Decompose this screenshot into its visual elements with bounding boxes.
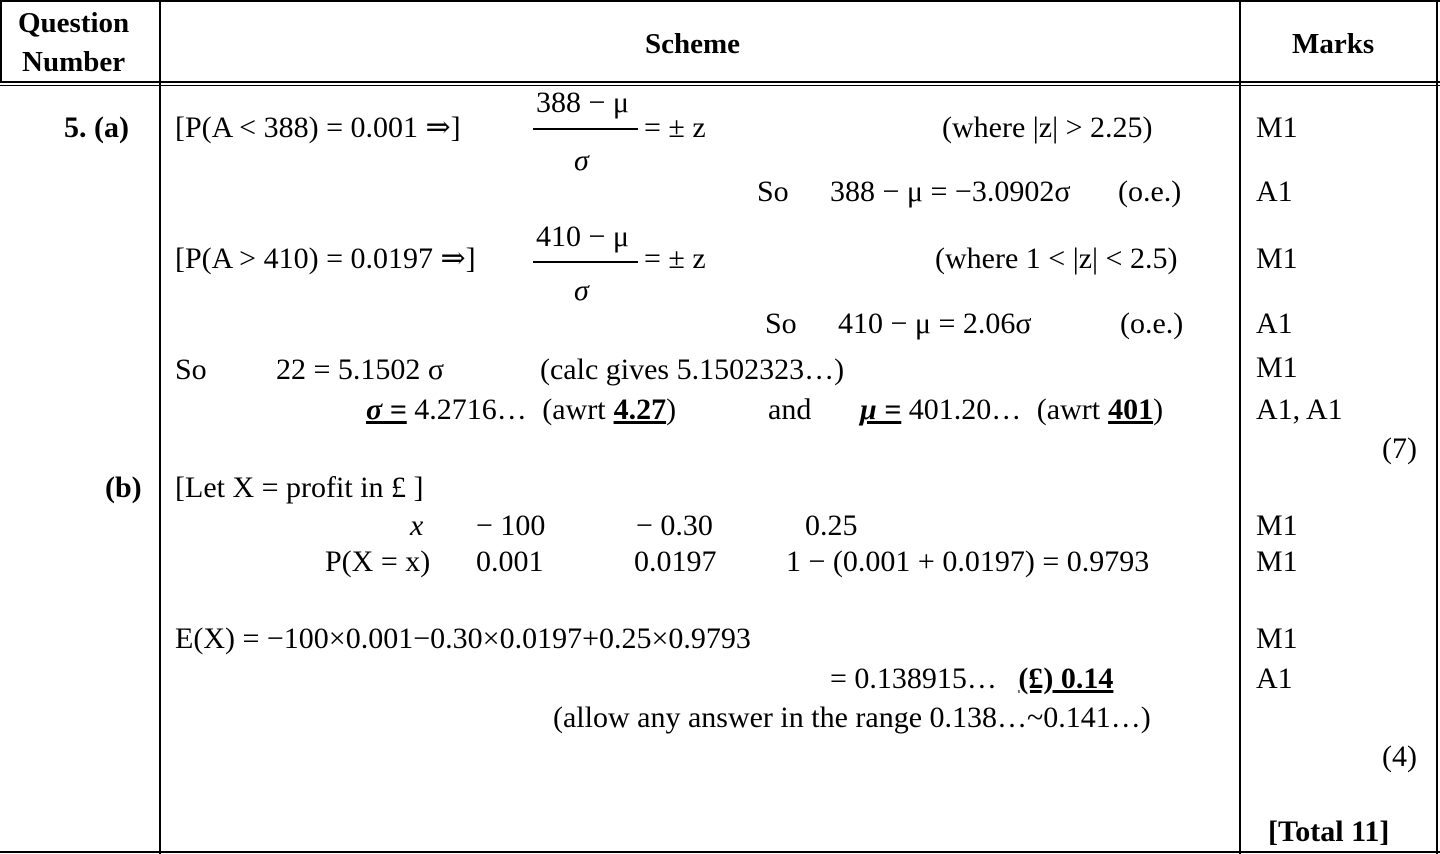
part-b-total: (4) [1382,740,1417,773]
row3-fraction-bar [533,261,638,263]
result-pre: = 0.138915… [830,662,997,695]
mu-value: 401.20… [908,393,1022,426]
part-b-intro: [Let X = profit in £ ] [175,471,424,504]
row5-mark: M1 [1256,351,1298,384]
row1-rhs: = ± z [644,111,706,144]
x-value-3: 0.25 [805,509,858,542]
x-value-2: − 0.30 [636,509,713,542]
expectation-result [830,664,1113,694]
row2-so: So [757,175,789,208]
result-mark: A1 [1256,662,1293,695]
row4-so: So [765,307,797,340]
mu-awrt-post: ) [1153,393,1164,426]
table-bottom-border [0,851,1440,853]
row5-eq: 22 = 5.1502 σ [276,353,445,386]
row3-note: (where 1 < |z| < 2.5) [935,242,1178,275]
row6-and: and [768,393,812,426]
mu-result [860,395,1163,425]
column-divider-2 [1239,0,1241,854]
allow-range: (allow any answer in the range 0.138…~0.141…) [553,701,1151,734]
p-value-1: 0.001 [476,545,544,578]
row1-denominator: σ [574,144,589,177]
column-divider-1 [159,0,161,854]
row2-eq: 388 − μ = −3.0902σ [830,175,1071,208]
sigma-awrt-post: ) [666,393,677,426]
mu-awrt-pre: (awrt [1036,393,1101,426]
marks-table-2: M1 [1256,545,1298,578]
row1-mark: M1 [1256,111,1298,144]
part-a-total: (7) [1382,432,1417,465]
row2-oe: (o.e.) [1118,175,1182,208]
row5-note: (calc gives 5.1502323…) [540,353,845,386]
sigma-value: 4.2716… [414,393,527,426]
mu-awrt-value: 401 [1108,393,1154,426]
part-a-label: 5. (a) [64,111,129,144]
grand-total: [Total 11] [1268,815,1390,848]
header-question-line1: Question [18,7,130,39]
marks-table-1: M1 [1256,509,1298,542]
expectation-mark: M1 [1256,622,1298,655]
sigma-symbol: σ = [366,393,407,426]
row3-numerator: 410 − μ [536,220,630,253]
header-bottom-border [0,81,1440,83]
expectation-line: E(X) = −100×0.001−0.30×0.0197+0.25×0.9793 [175,622,751,655]
result-value: (£) 0.14 [1018,662,1114,695]
row1-numerator: 388 − μ [536,86,630,119]
row4-oe: (o.e.) [1120,307,1184,340]
mu-symbol: μ = [860,393,902,426]
header-marks: Marks [1292,28,1375,60]
table-left-border [0,0,2,82]
p-label: P(X = x) [325,545,431,578]
row6-mark: A1, A1 [1256,393,1343,426]
row1-note: (where |z| > 2.25) [942,111,1153,144]
row3-prefix: [P(A > 410) = 0.0197 ⇒] [175,242,476,275]
table-right-border [1436,0,1438,854]
part-b-label: (b) [105,471,142,504]
x-label: x [410,509,424,542]
row4-eq: 410 − μ = 2.06σ [838,307,1032,340]
header-bottom-border-2 [0,85,1440,86]
p-value-3: 1 − (0.001 + 0.0197) = 0.9793 [786,545,1150,578]
row1-prefix: [P(A < 388) = 0.001 ⇒] [175,111,461,144]
header-question-line2: Number [22,46,126,78]
row3-rhs: = ± z [644,242,706,275]
x-value-1: − 100 [476,509,546,542]
row2-mark: A1 [1256,175,1293,208]
row1-fraction-bar [533,128,638,130]
sigma-result [366,395,676,425]
row4-mark: A1 [1256,307,1293,340]
sigma-awrt-pre: (awrt [542,393,606,426]
header-scheme: Scheme [645,28,741,60]
row3-mark: M1 [1256,242,1298,275]
table-top-border [0,0,1440,2]
row3-denominator: σ [574,274,589,307]
row5-so: So [175,353,207,386]
p-value-2: 0.0197 [634,545,717,578]
sigma-awrt-value: 4.27 [613,393,667,426]
